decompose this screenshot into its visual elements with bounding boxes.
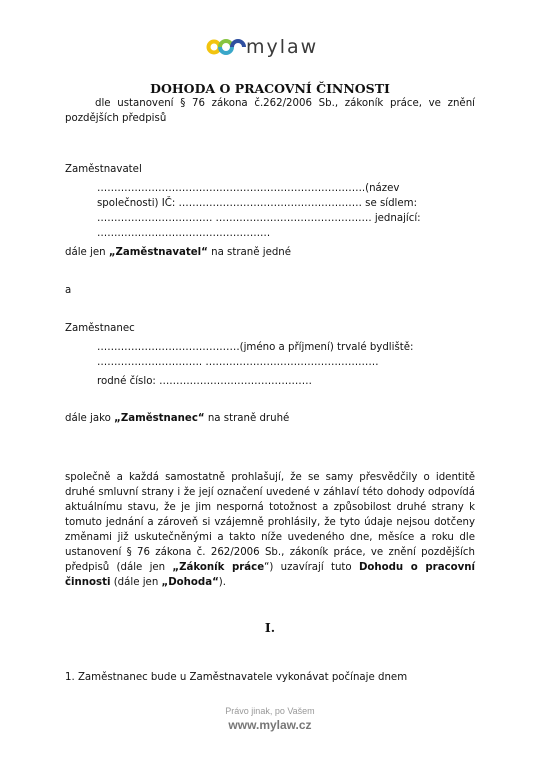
document-title: DOHODA O PRACOVNÍ ČINNOSTI (150, 81, 390, 96)
employer-field-line1: …………………………………………………………………….(název (97, 183, 400, 194)
footer-tagline: Právo jinak, po Vašem (225, 706, 315, 716)
employer-field-line4: …………………………………………… (97, 228, 271, 239)
footer-url: www.mylaw.cz (228, 718, 312, 732)
conjunction: a (65, 285, 72, 296)
employee-field-line1: ……………………………………(jméno a příjmení) trvalé bydliště: (97, 342, 414, 353)
employer-label: Zaměstnavatel (65, 164, 142, 175)
section-item-1: 1. Zaměstnanec bude u Zaměstnavatele vykonávat počínaje dnem (65, 672, 408, 683)
employee-field-line3: rodné číslo: ……………………………………… (97, 376, 312, 387)
employer-field-line3: ……………………………. ………………………………………. jednající: (97, 213, 421, 224)
parties-statement: společně a každá samostatně prohlašují, že se samy přesvědčily o identitě druhé smluvní strany i že její označení uvedené v záhlaví této dohody odpovídá aktuálnímu stavu, že je jim nesporná totožnost a způsobilost druhé strany k tomuto jednání a zároveň si vzájemně prohlásily, že tyto údaje nejsou dotčeny změnami již uskutečněnými a takto níže uvedeného dne, měsíce a roku dle ustanovení § 76 zákona č. 262/2006 Sb., zákoník práce, ve znění pozdějších předpisů (dále jen „Zákoník práce“) uzavírají tuto Dohodu o pracovní činnosti (dále jen „Dohoda“). (65, 472, 475, 588)
employee-field-line2: …………………………. …………………………………………… (97, 357, 379, 368)
employer-reference: dále jen „Zaměstnavatel“ na straně jedné (65, 247, 292, 258)
employee-label: Zaměstnanec (65, 323, 135, 334)
logo-mark-icon (206, 36, 246, 58)
mylaw-logo (206, 34, 336, 64)
document-subtitle: dle ustanovení § 76 zákona č.262/2006 Sb., zákoník práce, ve znění pozdějších předpisů (65, 98, 475, 124)
employer-field-line2: společnosti) IČ: ……………………………………………… se sídlem: (97, 198, 418, 209)
employee-reference: dále jako „Zaměstnanec“ na straně druhé (65, 413, 290, 424)
logo-wordmark: mylaw (246, 36, 319, 58)
section-heading: I. (264, 620, 276, 635)
